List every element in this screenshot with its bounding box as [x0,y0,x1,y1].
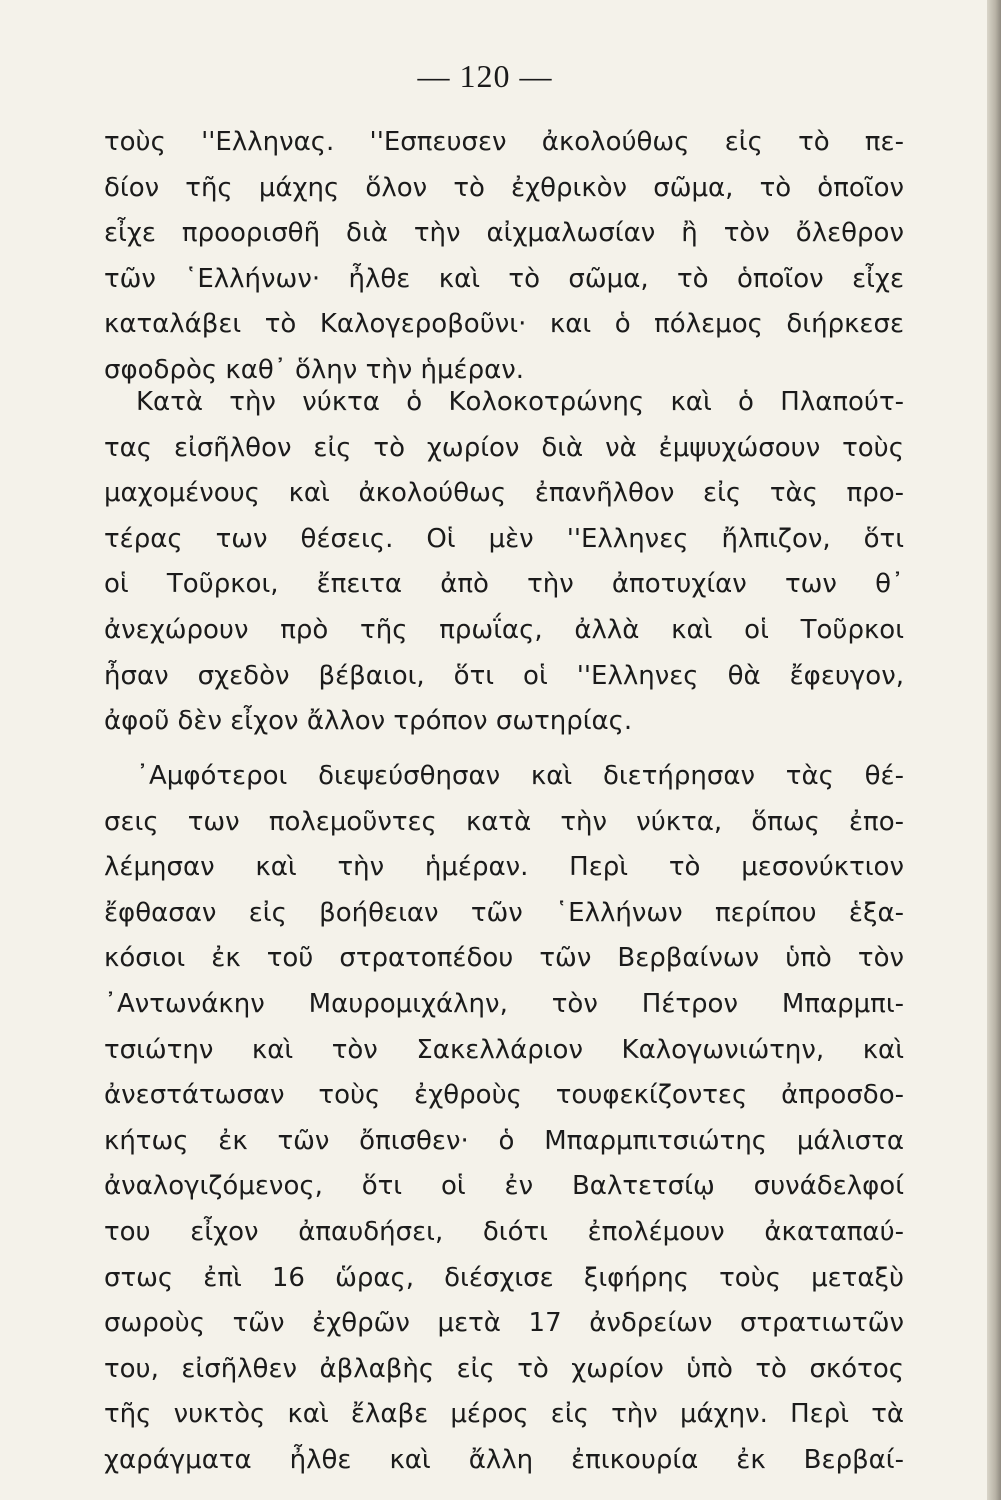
text-line: σεις των πολεμοῦντες κατὰ τὴν νύκτα, ὅπως ἐπο- [104,806,904,837]
text-line: τας εἰσῆλθον εἰς τὸ χωρίον διὰ νὰ ἐμψυχώσουν τοὺς [104,432,904,463]
page-number: — 120 — [417,58,553,94]
text-line: ἔφθασαν εἰς βοήθειαν τῶν ῾Ελλήνων περίπου ἑξα- [104,897,904,928]
text-line: τέρας των θέσεις. Οἱ μὲν ''Ελληνες ἤλπιζον, ὅτι [104,523,904,554]
text-line: εἶχε προορισθῆ διὰ τὴν αἰχμαλωσίαν ἢ τὸν ὄλεθρον [104,218,904,249]
text-line: σωροὺς τῶν ἐχθρῶν μετὰ 17 ἀνδρείων στρατιωτῶν [104,1308,904,1339]
paragraph-1 [104,120,904,394]
text-line: τσιώτην καὶ τὸν Σακελλάριον Καλογωνιώτην, καὶ [104,1034,904,1065]
text-line: ἀνεχώρουν πρὸ τῆς πρωΐας, ἀλλὰ καὶ οἱ Τοῦρκοι [104,614,904,645]
text-line: του, εἰσῆλθεν ἀβλαβὴς εἰς τὸ χωρίον ὑπὸ τὸ σκότος [104,1353,904,1384]
text-line: ἀφοῦ δὲν εἶχον ἄλλον τρόπον σωτηρίας. [104,706,633,737]
text-line: τῆς νυκτὸς καὶ ἔλαβε μέρος εἰς τὴν μάχην. Περὶ τὰ [104,1399,904,1430]
paragraph-3 [104,754,904,1484]
text-line: ἀναλογιζόμενος, ὅτι οἱ ἐν Βαλτετσίῳ συνάδελφοί [104,1171,904,1202]
paragraph-2 [104,380,904,745]
text-line: χαράγματα ἦλθε καὶ ἄλλη ἐπικουρία ἐκ Βερβαί- [104,1444,904,1475]
text-line: Κατὰ τὴν νύκτα ὁ Κολοκοτρώνης καὶ ὁ Πλαπούτ- [136,387,904,417]
text-line: ᾽Αμφότεροι διεψεύσθησαν καὶ διετήρησαν τὰς θέ- [136,761,904,791]
text-line: τοὺς ''Ελληνας. ''Εσπευσεν ἀκολούθως εἰς τὸ πε- [104,127,904,157]
text-line: οἱ Τοῦρκοι, ἔπειτα ἀπὸ τὴν ἀποτυχίαν των θ᾽ [104,569,904,600]
text-line: μαχομένους καὶ ἀκολούθως ἐπανῆλθον εἰς τὰς προ- [104,478,904,509]
page-edge-shadow [987,0,1001,1500]
text-line: λέμησαν καὶ τὴν ἡμέραν. Περὶ τὸ μεσονύκτιον [104,852,904,883]
text-line: κόσιοι ἐκ τοῦ στρατοπέδου τῶν Βερβαίνων ὑπὸ τὸν [104,943,904,974]
text-line: στως ἐπὶ 16 ὥρας, διέσχισε ξιφήρης τοὺς μεταξὺ [104,1262,904,1293]
text-line: του εἶχον ἀπαυδήσει, διότι ἐπολέμουν ἀκαταπαύ- [104,1216,904,1247]
text-line: ἀνεστάτωσαν τοὺς ἐχθροὺς τουφεκίζοντες ἀπροσδο- [104,1080,904,1111]
text-line: καταλάβει τὸ Καλογεροβοῦνι· και ὁ πόλεμος διήρκεσε [104,309,904,340]
text-line: δίον τῆς μάχης ὅλον τὸ ἐχθρικὸν σῶμα, τὸ ὁποῖον [104,172,904,203]
text-line: ᾽Αντωνάκην Μαυρομιχάλην, τὸν Πέτρον Μπαρμπι- [104,988,904,1019]
text-line: τῶν ῾Ελλήνων· ἦλθε καὶ τὸ σῶμα, τὸ ὁποῖον εἶχε [104,263,904,294]
text-line: ἦσαν σχεδὸν βέβαιοι, ὅτι οἱ ''Ελληνες θὰ ἔφευγον, [104,660,904,691]
text-line: κήτως ἐκ τῶν ὄπισθεν· ὁ Μπαρμπιτσιώτης μάλιστα [104,1125,904,1156]
text-line: σφοδρὸς καθ᾽ ὅλην τὴν ἡμέραν. [104,354,524,385]
